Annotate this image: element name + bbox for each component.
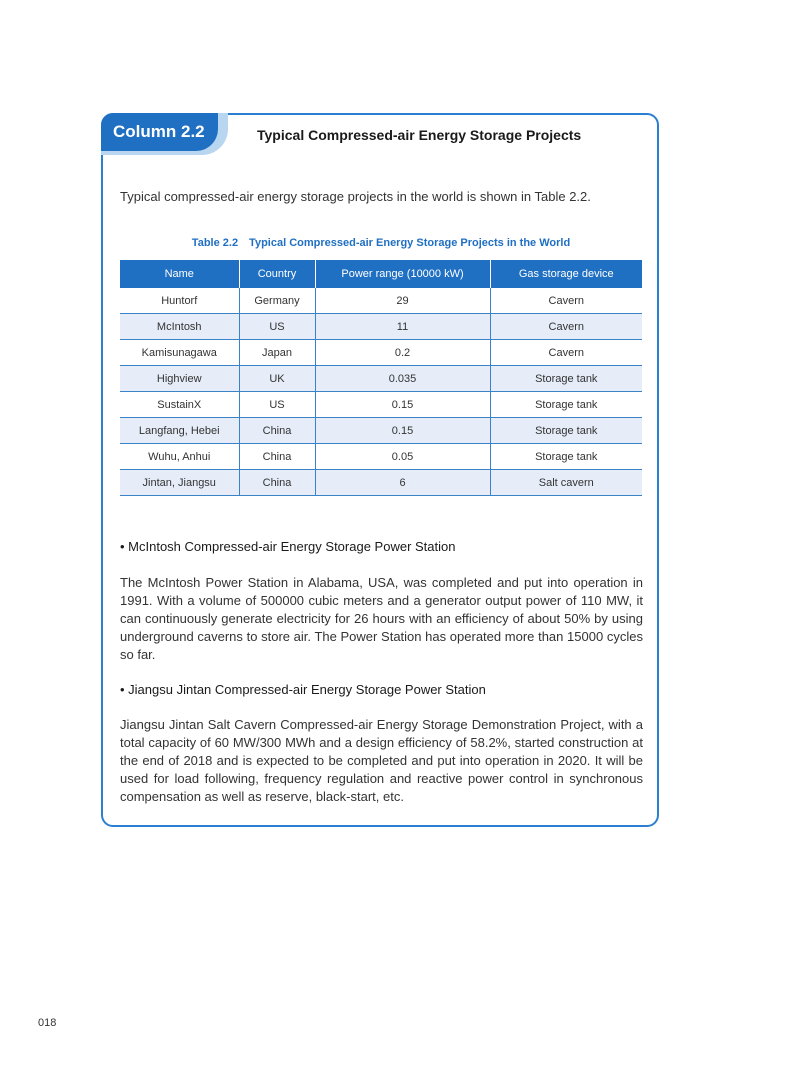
cell-storage: Cavern <box>490 314 642 340</box>
table-row <box>120 418 642 444</box>
cell-name: Huntorf <box>120 288 239 314</box>
cell-power: 0.2 <box>315 340 490 366</box>
table-row <box>120 340 642 366</box>
cell-name: SustainX <box>120 392 239 418</box>
cell-power: 11 <box>315 314 490 340</box>
cell-storage: Storage tank <box>490 444 642 470</box>
cell-country: China <box>239 470 315 496</box>
cell-storage: Salt cavern <box>490 470 642 496</box>
table-caption: Table 2.2 Typical Compressed-air Energy Storage Projects in the World <box>191 237 571 249</box>
page-number: 018 <box>38 1017 57 1029</box>
table-row <box>120 444 642 470</box>
intro-text: Typical compressed-air energy storage projects in the world is shown in Table 2.2. <box>120 189 591 204</box>
cell-country: Germany <box>239 288 315 314</box>
cell-power: 0.15 <box>315 418 490 444</box>
table-row <box>120 366 642 392</box>
cell-storage: Storage tank <box>490 418 642 444</box>
table-row <box>120 392 642 418</box>
cell-storage: Cavern <box>490 340 642 366</box>
header-gas-storage: Gas storage device <box>490 260 642 288</box>
cell-name: Highview <box>120 366 239 392</box>
table-row <box>120 288 642 314</box>
section-body-mcintosh: The McIntosh Power Station in Alabama, USA, was completed and put into operation in 1991. With a volume of 500000 cubic meters and a generator output power of 110 MW, it can continuously generate electricity for 26 hours with an efficiency of about 50% by using underground caverns to store air. The Power Station has operated more than 15000 cycles so far. <box>120 575 643 662</box>
cell-country: US <box>239 392 315 418</box>
cell-name: Wuhu, Anhui <box>120 444 239 470</box>
cell-storage: Storage tank <box>490 366 642 392</box>
table-row <box>120 470 642 496</box>
cell-power: 29 <box>315 288 490 314</box>
section-heading-jintan: • Jiangsu Jintan Compressed-air Energy Storage Power Station <box>120 682 486 697</box>
cell-name: McIntosh <box>120 314 239 340</box>
header-power-range: Power range (10000 kW) <box>315 260 490 288</box>
cell-name: Jintan, Jiangsu <box>120 470 239 496</box>
cell-country: Japan <box>239 340 315 366</box>
cell-power: 0.05 <box>315 444 490 470</box>
cell-name: Kamisunagawa <box>120 340 239 366</box>
table-header-row <box>120 260 642 288</box>
cell-country: US <box>239 314 315 340</box>
column-label: Column 2.2 <box>101 113 218 151</box>
column-title: Typical Compressed-air Energy Storage Projects <box>257 127 582 143</box>
cell-name: Langfang, Hebei <box>120 418 239 444</box>
section-body-jintan: Jiangsu Jintan Salt Cavern Compressed-air Energy Storage Demonstration Project, with a total capacity of 60 MW/300 MWh and a design efficiency of 58.2%, started construction at the end of 2018 and is expected to be completed and put into operation in 2020. It will be used for load following, frequency regulation and reactive power control in synchronous compensation as well as reserve, black-start, etc. <box>120 717 643 804</box>
section-heading-mcintosh: • McIntosh Compressed-air Energy Storage Power Station <box>120 539 456 554</box>
cell-country: UK <box>239 366 315 392</box>
cell-power: 0.035 <box>315 366 490 392</box>
cell-storage: Storage tank <box>490 392 642 418</box>
projects-table <box>120 260 642 496</box>
cell-storage: Cavern <box>490 288 642 314</box>
cell-power: 0.15 <box>315 392 490 418</box>
cell-country: China <box>239 444 315 470</box>
header-country: Country <box>239 260 315 288</box>
table-row <box>120 314 642 340</box>
cell-power: 6 <box>315 470 490 496</box>
header-name: Name <box>120 260 239 288</box>
cell-country: China <box>239 418 315 444</box>
